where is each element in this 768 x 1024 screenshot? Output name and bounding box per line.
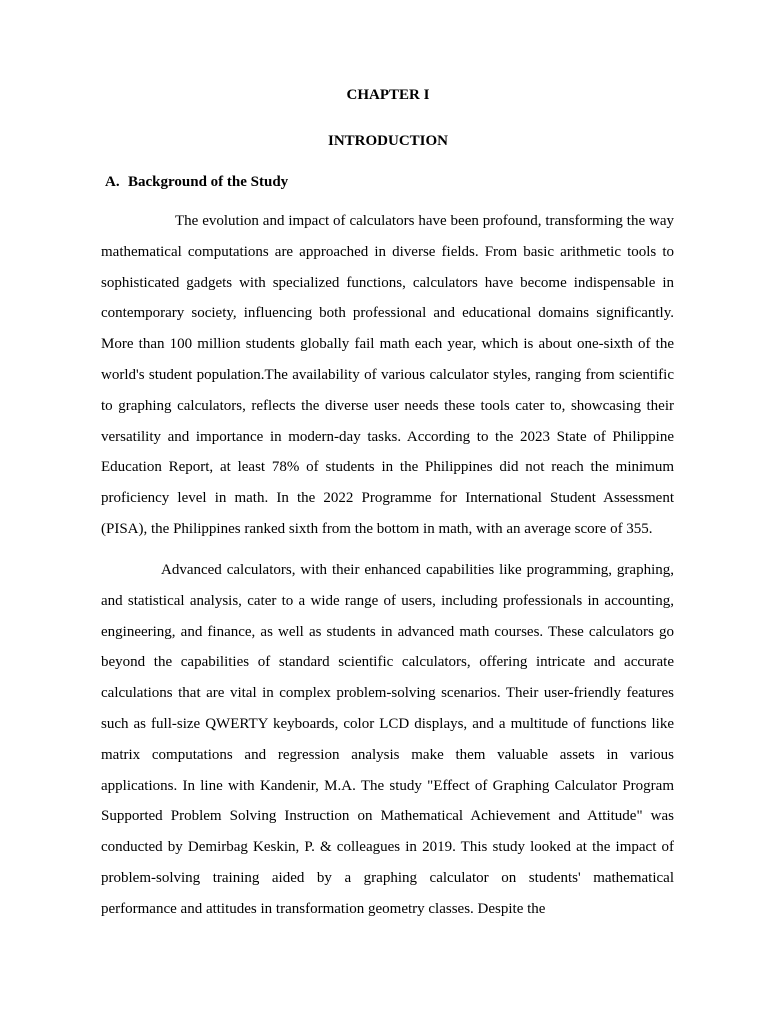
chapter-heading: CHAPTER I: [346, 87, 430, 103]
paragraph-2: Advanced calculators, with their enhanced capabilities like programming, graphing, and statistical analysis, cater to a wide range of users, including professionals in accounting, engineering, and finance, as well as students in advanced math courses. These calculators go beyond the capabilities of standard scientific calculators, offering intricate and accurate calculations that are vital in complex problem-solving scenarios. Their user-friendly features such as full-size QWERTY keyboards, color LCD displays, and a multitude of functions like matrix computations and regression analysis make them valuable assets in various applications. In line with Kandenir, M.A. The study "Effect of Graphing Calculator Program Supported Problem Solving Instruction on Mathematical Achievement and Attitude" was conducted by Demirbag Keskin, P. & colleagues in 2019. This study looked at the impact of problem-solving training aided by a graphing calculator on students' mathematical performance and attitudes in transformation geometry classes. Despite the: [101, 562, 674, 917]
subsection-marker: A.: [105, 174, 120, 190]
chapter-title: INTRODUCTION: [327, 133, 448, 149]
subsection-heading: [105, 173, 288, 191]
paragraph-1: The evolution and impact of calculators have been profound, transforming the way mathematical computations are approached in diverse fields. From basic arithmetic tools to sophisticated gadgets with specialized functions, calculators have become indispensable in contemporary society, influencing both professional and educational domains significantly. More than 100 million students globally fail math each year, which is about one-sixth of the world's student population.The availability of various calculator styles, ranging from scientific to graphing calculators, reflects the diverse user needs these tools cater to, showcasing their versatility and importance in modern-day tasks. According to the 2023 State of Philippine Education Report, at least 78% of students in the Philippines did not reach the minimum proficiency level in math. In the 2022 Programme for International Student Assessment (PISA), the Philippines ranked sixth from the bottom in math, with an average score of 355.: [101, 213, 674, 537]
subsection-title: Background of the Study: [128, 174, 289, 190]
